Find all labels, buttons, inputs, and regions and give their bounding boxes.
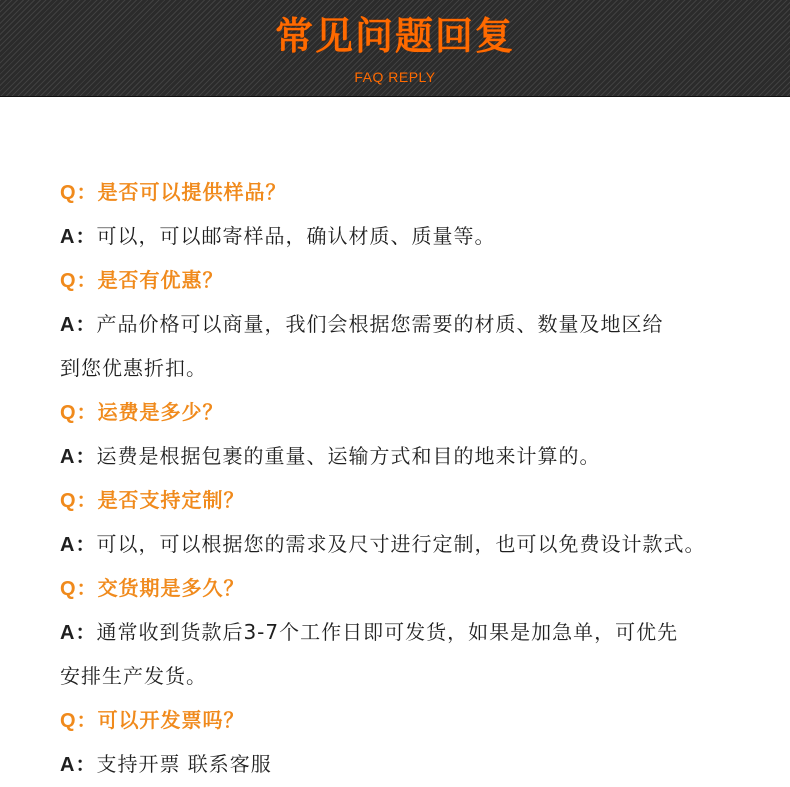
question-text: 是否有优惠？ <box>97 268 224 292</box>
question-prefix: Q： <box>60 270 98 292</box>
faq-list <box>60 170 775 786</box>
answer-text: 运费是根据包裹的重量、运输方式和目的地来计算的。 <box>96 444 601 468</box>
faq-answer <box>60 610 775 654</box>
faq-answer <box>60 434 775 478</box>
answer-prefix: A： <box>60 754 97 776</box>
faq-question <box>60 170 775 214</box>
question-text: 可以开发票吗？ <box>97 708 245 732</box>
faq-answer-continuation <box>60 346 775 390</box>
faq-question <box>60 258 775 302</box>
answer-text: 到您优惠折扣。 <box>60 356 207 380</box>
answer-text: 可以，可以邮寄样品，确认材质、质量等。 <box>96 224 496 248</box>
faq-question <box>60 390 775 434</box>
question-prefix: Q： <box>60 578 98 600</box>
answer-text: 可以，可以根据您的需求及尺寸进行定制，也可以免费设计款式。 <box>96 532 706 556</box>
answer-prefix: A： <box>60 446 97 468</box>
question-prefix: Q： <box>60 182 98 204</box>
faq-answer <box>60 742 775 786</box>
question-prefix: Q： <box>60 402 98 424</box>
question-prefix: Q： <box>60 710 98 732</box>
faq-answer-continuation <box>60 654 775 698</box>
question-prefix: Q： <box>60 490 98 512</box>
answer-prefix: A： <box>60 226 97 248</box>
answer-text: 安排生产发货。 <box>60 664 207 688</box>
question-text: 是否可以提供样品？ <box>97 180 287 204</box>
question-text: 是否支持定制？ <box>97 488 245 512</box>
faq-question <box>60 566 775 610</box>
question-text: 运费是多少？ <box>97 400 224 424</box>
answer-prefix: A： <box>60 534 97 556</box>
answer-prefix: A： <box>60 622 97 644</box>
faq-question <box>60 478 775 522</box>
header-banner <box>0 0 790 97</box>
faq-question <box>60 698 775 742</box>
page-title: 常见问题回复 <box>274 14 515 58</box>
faq-answer <box>60 302 775 346</box>
answer-text: 支持开票 联系客服 <box>96 752 272 776</box>
answer-text: 通常收到货款后3-7个工作日即可发货，如果是加急单，可优先 <box>96 620 679 644</box>
question-text: 交货期是多久？ <box>97 576 245 600</box>
faq-answer <box>60 522 775 566</box>
faq-answer <box>60 214 775 258</box>
answer-text: 产品价格可以商量，我们会根据您需要的材质、数量及地区给 <box>96 312 664 336</box>
answer-prefix: A： <box>60 314 97 336</box>
page-subtitle: FAQ REPLY <box>354 69 436 85</box>
